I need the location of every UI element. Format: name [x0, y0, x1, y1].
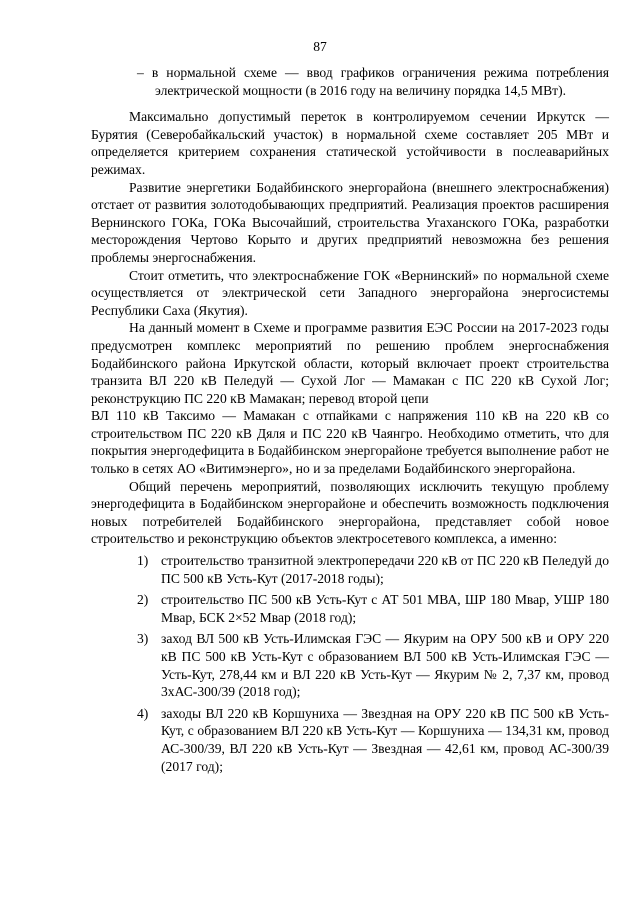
list-item-number: 4) [137, 705, 149, 721]
page-number: 87 [313, 39, 327, 54]
list-item-text: заход ВЛ 500 кВ Усть-Илимская ГЭС — Якурим на ОРУ 500 кВ и ОРУ 220 кВ ПС 500 кВ Усть-Кут с образованием ВЛ 500 кВ Усть-Илимская ГЭС — Усть-Кут, 278,44 км и ВЛ 220 кВ Усть-Кут — Якурим № 2, 7,37 км, провод 3хАС-300/39 (2018 год); [161, 631, 609, 700]
list-item-text: строительство ПС 500 кВ Усть-Кут с АТ 501 МВА, ШР 180 Мвар, УШР 180 Мвар, БСК 2×52 Мвар (2018 год); [161, 592, 609, 625]
measures-list [91, 552, 609, 775]
list-item-text: строительство транзитной электропередачи 220 кВ от ПС 220 кВ Пеледуй до ПС 500 кВ Усть-Кут (2017-2018 годы); [161, 553, 609, 586]
paragraph: ВЛ 110 кВ Таксимо — Мамакан с отпайками с напряжения 110 кВ на 220 кВ со строительством ПС 220 кВ Дяля и ПС 220 кВ Чаянгро. Необходимо отметить, что для покрытия энергодефицита в Бодайбинском энергорайоне требуется выполнение работ не только в сетях АО «Витимэнерго», но и за пределами Бодайбинского энергорайона. [91, 408, 609, 477]
paragraph: Общий перечень мероприятий, позволяющих исключить текущую проблему энергодефицита в Бодайбинском энергорайоне и обеспечить возможность подключения новых потребителей Бодайбинского энергорайона, представляет собой новое строительство и реконструкцию объектов электросетевого комплекса, а именно: [91, 478, 609, 547]
paragraph: Стоит отметить, что электроснабжение ГОК «Вернинский» по нормальной схеме осуществляется от электрической сети Западного энергорайона энергосистемы Республики Саха (Якутия). [91, 267, 609, 318]
paragraph: Максимально допустимый переток в контролируемом сечении Иркутск — Бурятия (Северобайкальский участок) в нормальной схеме составляет 205 МВт и определяется критерием сохранения статической устойчивости в послеаварийных режимах. [91, 109, 609, 177]
list-item [91, 552, 609, 587]
paragraph: Развитие энергетики Бодайбинского энергорайона (внешнего электроснабжения) отстает от развития золотодобывающих предприятий. Реализация проектов расширения Вернинского ГОКа, ГОКа Высочайший, строительства Угаханского ГОКа, разработки месторождения Чертово Корыто и других предприятий невозможна без решения проблемы энергоснабжения. [91, 179, 609, 265]
list-item-number: 1) [137, 553, 149, 569]
dash-list-item: – в нормальной схеме — ввод графиков ограничения режима потребления электрической мощности (в 2016 году на величину порядка 14,5 МВт). [137, 65, 609, 98]
list-item-text: заходы ВЛ 220 кВ Коршуниха — Звездная на ОРУ 220 кВ ПС 500 кВ Усть-Кут, с образованием ВЛ 220 кВ Усть-Кут — Коршуниха — 134,31 км, провод АС-300/39, ВЛ 220 кВ Усть-Кут — Звездная — 42,61 км, провод АС-300/39 (2017 год); [161, 705, 609, 774]
list-item-number: 2) [137, 592, 149, 608]
page-body [91, 64, 609, 775]
list-item-number: 3) [137, 631, 149, 647]
list-item [91, 630, 609, 700]
list-item [91, 705, 609, 775]
paragraph: На данный момент в Схеме и программе развития ЕЭС России на 2017-2023 годы предусмотрен комплекс мероприятий по решению проблем энергоснабжения Бодайбинского района Иркутской области, который включает проект строительства транзита ВЛ 220 кВ Пеледуй — Сухой Лог — Мамакан с ПС 220 кВ Сухой Лог; реконструкцию ПС 220 кВ Мамакан; перевод второй цепи [91, 320, 609, 406]
list-item [91, 591, 609, 626]
